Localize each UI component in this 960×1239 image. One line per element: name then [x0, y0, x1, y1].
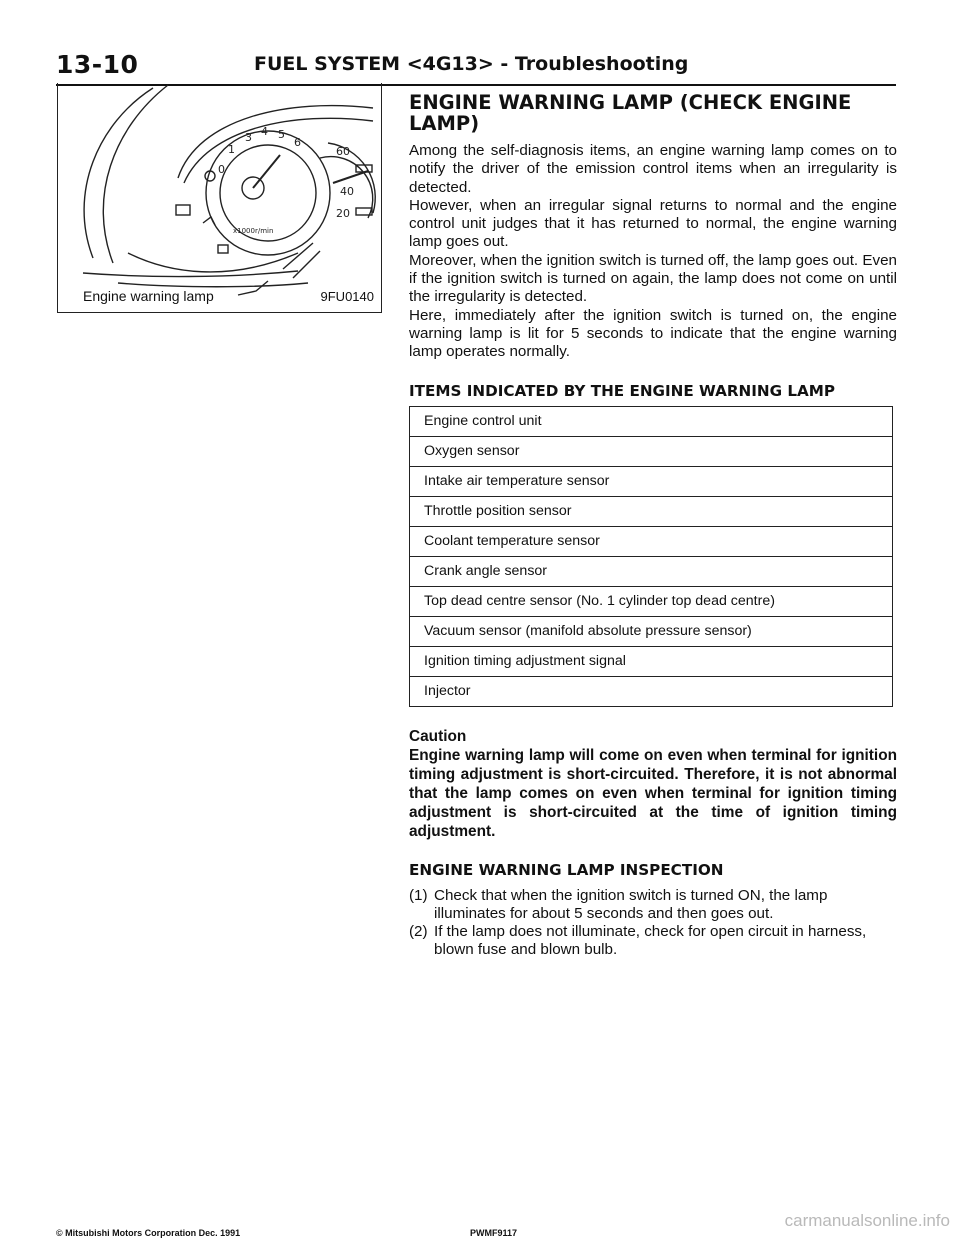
step-text: Check that when the ignition switch is turned ON, the lamp illuminates for about 5 seconds and then goes out. [434, 886, 828, 922]
table-row [410, 646, 893, 676]
table-row [410, 406, 893, 436]
table-row [410, 556, 893, 586]
items-heading: ITEMS INDICATED BY THE ENGINE WARNING LAMP [409, 381, 836, 400]
table-cell: Injector [410, 676, 893, 706]
list-item [409, 923, 897, 960]
caution-title: Caution [409, 727, 467, 745]
inspection-heading: ENGINE WARNING LAMP INSPECTION [409, 860, 724, 879]
instrument-cluster-figure [57, 83, 382, 313]
footer-code: PWMF9117 [470, 1228, 518, 1238]
page-title: FUEL SYSTEM <4G13> - Troubleshooting [254, 53, 689, 75]
svg-text:1: 1 [228, 143, 235, 156]
svg-text:40: 40 [340, 185, 354, 198]
table-row [410, 586, 893, 616]
svg-text:0: 0 [218, 163, 225, 176]
table-cell: Engine control unit [410, 406, 893, 436]
table-cell: Intake air temperature sensor [410, 466, 893, 496]
paragraph-line: Among the self-diagnosis items, an engine warning lamp comes on to notify the driver of the emission control items when an irregularity is detected. [409, 142, 897, 196]
figure-id: 9FU0140 [320, 289, 374, 304]
figure-caption: Engine warning lamp [83, 288, 214, 304]
items-table [409, 406, 893, 707]
paragraph-line: Moreover, when the ignition switch is turned off, the lamp goes out. Even if the ignition switch is turned on again, the lamp does not come on until the irregularity is detected. [409, 251, 897, 306]
table-row [410, 676, 893, 706]
paragraph-line: However, when an irregular signal returns to normal and the engine control unit judges that it has returned to normal, the engine warning lamp goes out. [409, 196, 897, 251]
table-row [410, 436, 893, 466]
table-row [410, 466, 893, 496]
step-number: (1) [409, 886, 428, 904]
instrument-cluster-illustration [58, 83, 382, 313]
svg-text:60: 60 [336, 145, 350, 158]
table-cell: Vacuum sensor (manifold absolute pressure sensor) [410, 616, 893, 646]
inspection-steps [409, 887, 897, 960]
paragraph-line: Here, immediately after the ignition switch is turned on, the engine warning lamp is lit for 5 seconds to indicate that the engine warning lamp operates normally. [409, 306, 897, 361]
svg-text:4: 4 [261, 125, 268, 138]
table-cell: Top dead centre sensor (No. 1 cylinder top dead centre) [410, 586, 893, 616]
table-row [410, 526, 893, 556]
table-cell: Throttle position sensor [410, 496, 893, 526]
caution-text: Engine warning lamp will come on even when terminal for ignition timing adjustment is short-circuited. Therefore, it is not abnormal that the lamp comes on even when terminal for ignition timing adjustment is short-circuited at the time of ignition timing adjustment. [409, 746, 897, 840]
list-item [409, 887, 897, 924]
table-cell: Oxygen sensor [410, 436, 893, 466]
section-title: ENGINE WARNING LAMP (CHECK ENGINE LAMP) [409, 91, 852, 135]
watermark: carmanualsonline.info [784, 1211, 950, 1230]
main-content [409, 92, 897, 960]
step-number: (2) [409, 923, 428, 941]
table-cell: Coolant temperature sensor [410, 526, 893, 556]
table-cell: Ignition timing adjustment signal [410, 646, 893, 676]
table-row [410, 496, 893, 526]
svg-text:5: 5 [278, 128, 285, 141]
table-cell: Crank angle sensor [410, 556, 893, 586]
svg-text:20: 20 [336, 207, 350, 220]
svg-text:6: 6 [294, 136, 301, 149]
caution-block [409, 727, 897, 841]
page-number: 13-10 [56, 50, 139, 79]
page-header [56, 50, 896, 86]
intro-paragraph [409, 142, 897, 362]
step-text: If the lamp does not illuminate, check for open circuit in harness, blown fuse and blown bulb. [434, 923, 867, 959]
table-row [410, 616, 893, 646]
svg-text:x1000r/min: x1000r/min [233, 227, 274, 235]
svg-text:3: 3 [245, 131, 252, 144]
footer-copyright: © Mitsubishi Motors Corporation Dec. 1991 [56, 1228, 241, 1238]
